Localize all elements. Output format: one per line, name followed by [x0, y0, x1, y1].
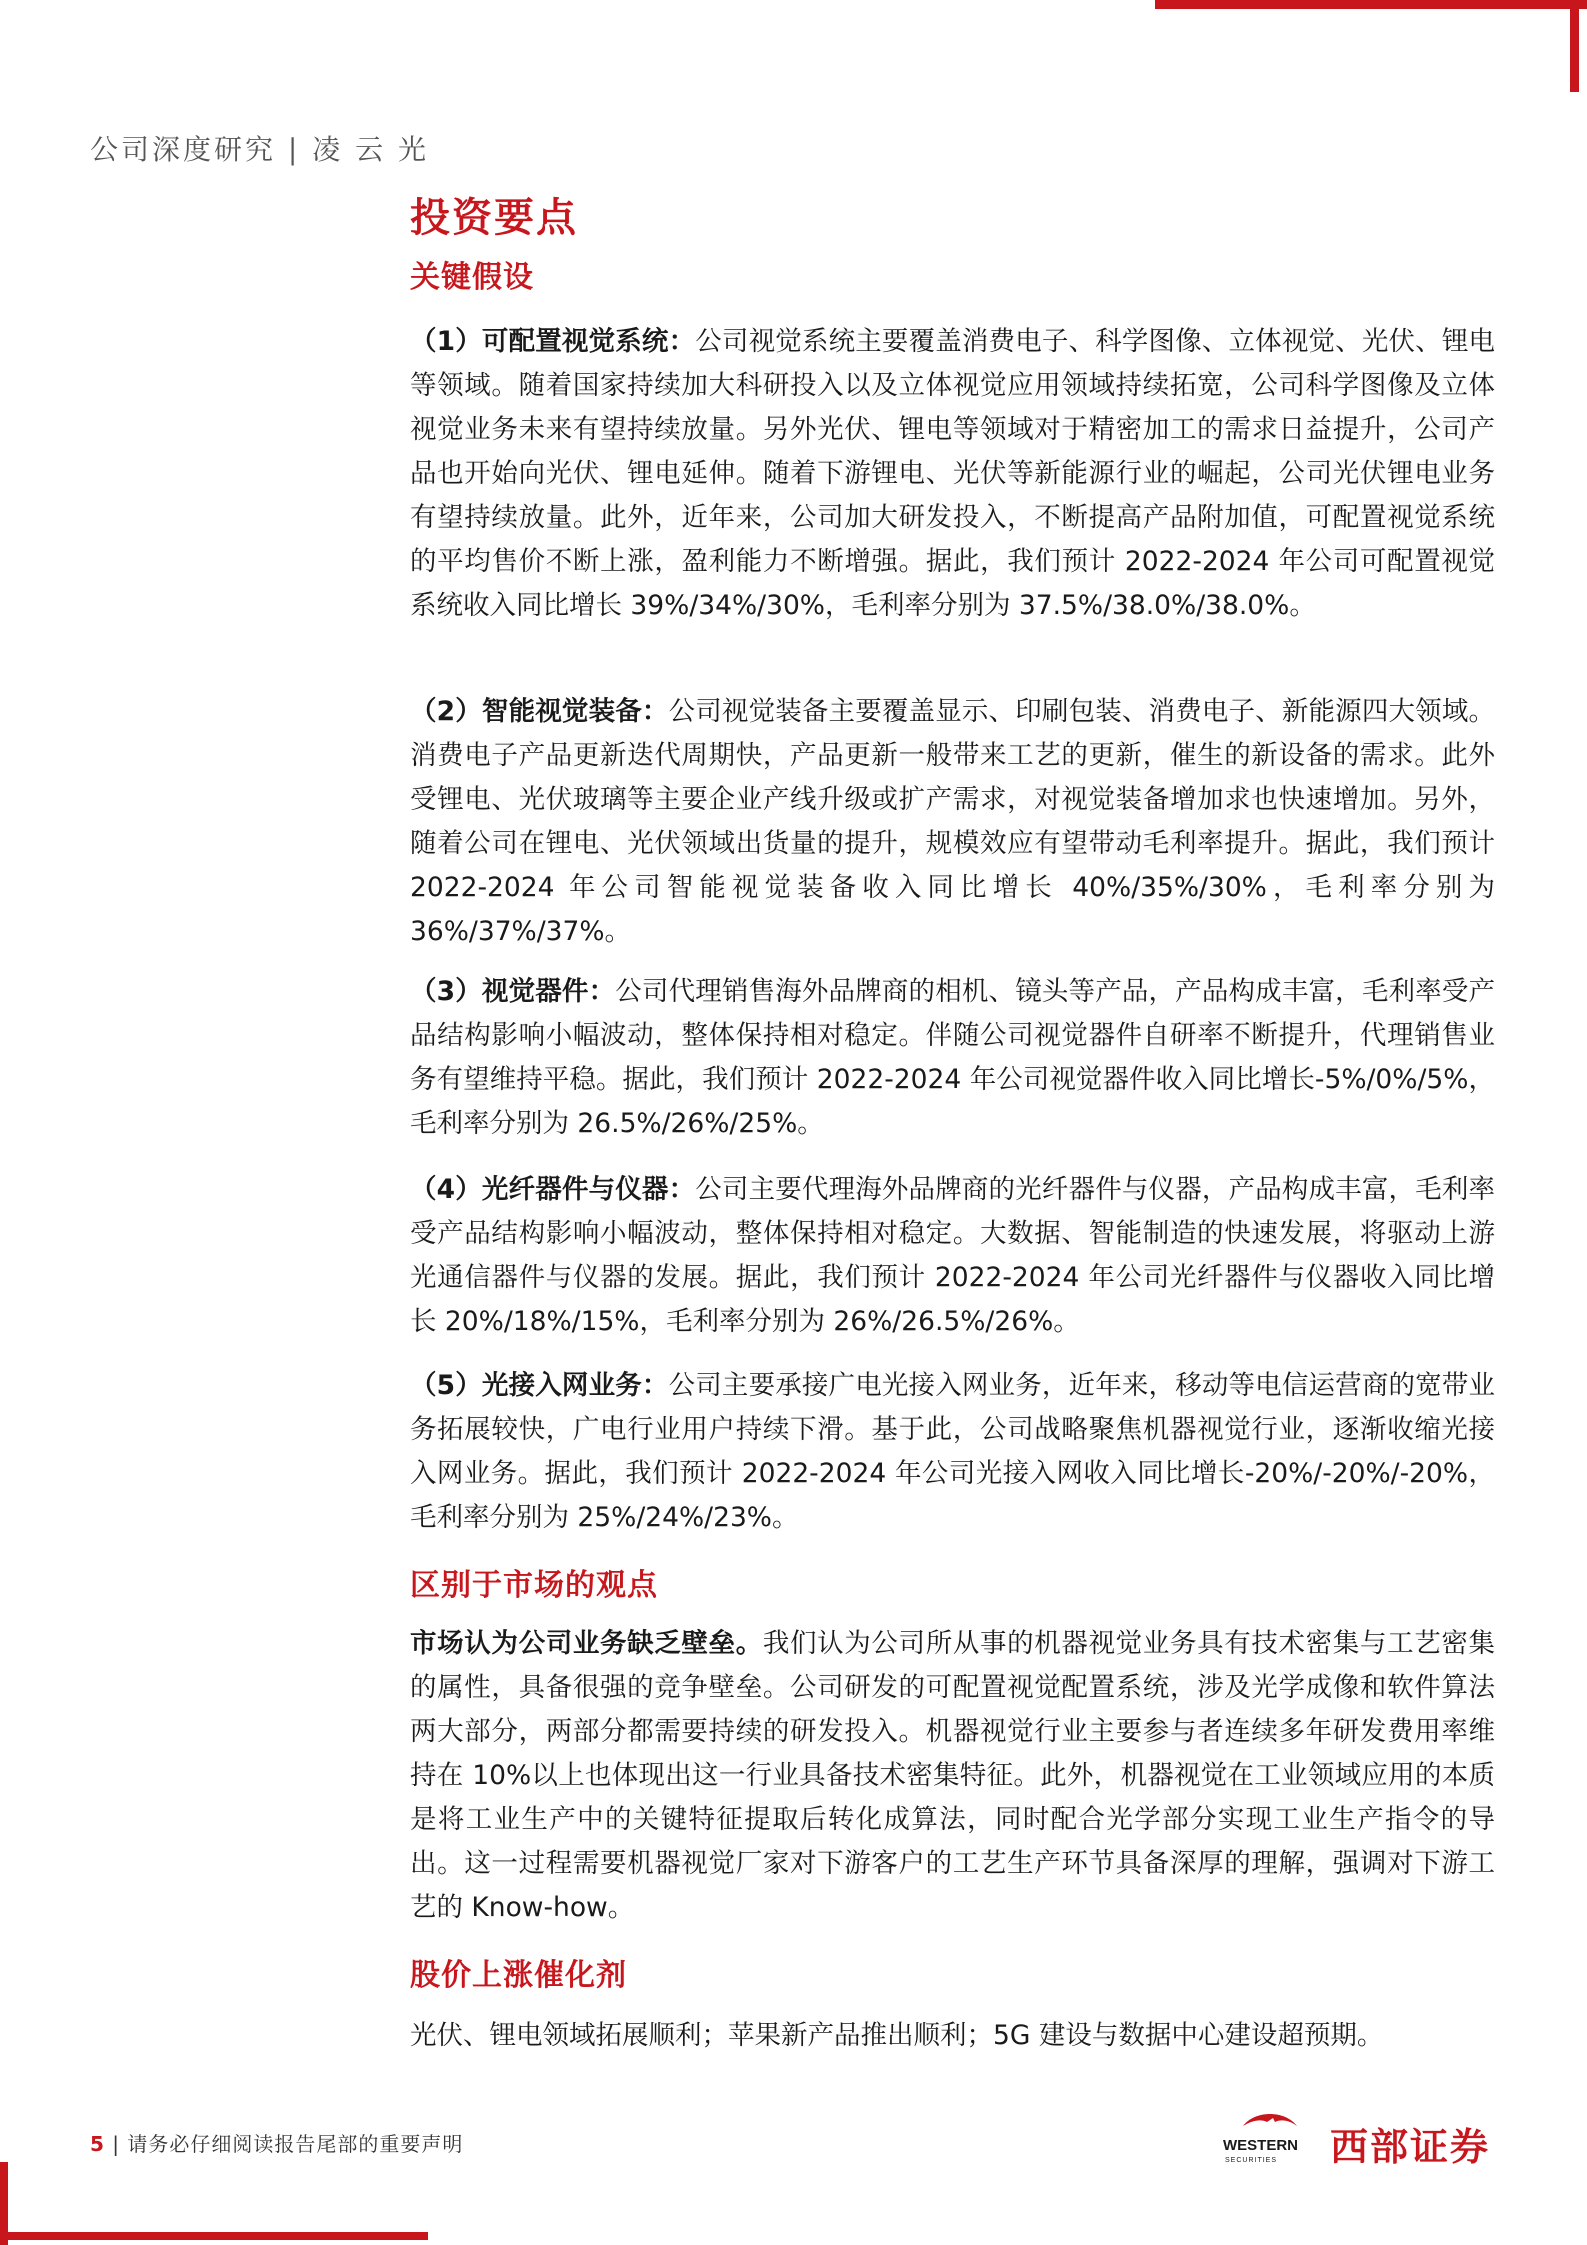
logo-en-sub-text: SECURITIES — [1225, 2157, 1278, 2164]
corner-decoration-bottom — [0, 2232, 428, 2240]
heading-key-assumptions: 关键假设 — [410, 260, 534, 295]
footer-disclaimer: 请务必仔细阅读报告尾部的重要声明 — [127, 2132, 464, 2156]
logo-cn-text: 西部证券 — [1330, 2124, 1491, 2169]
footer-note — [90, 2128, 463, 2157]
assumption-paragraph-5 — [410, 1364, 1495, 1540]
corner-decoration-top-vertical — [1570, 0, 1579, 92]
market-view-paragraph — [410, 1622, 1495, 1930]
page-number: 5 — [90, 2132, 105, 2156]
corner-decoration-top — [1155, 0, 1587, 9]
logo-en-text: WESTERN — [1223, 2137, 1298, 2154]
heading-market-view: 区别于市场的观点 — [410, 1568, 658, 1603]
section-title: 投资要点 — [410, 194, 578, 241]
assumption-text-1: 公司视觉系统主要覆盖消费电子、科学图像、立体视觉、光伏、锂电等领域。随着国家持续加大科研投入以及立体视觉应用领域持续拓宽，公司科学图像及立体视觉业务未来有望持续放量。另外光伏、锂电等领域对于精密加工的需求日益提升，公司产品也开始向光伏、锂电延伸。随着下游锂电、光伏等新能源行业的崛起，公司光伏锂电业务有望持续放量。此外，近年来，公司加大研发投入，不断提高产品附加值，可配置视觉系统的平均售价不断上涨，盈利能力不断增强。据此，我们预计 2022-2024 年公司可配置视觉系统收入同比增长 39%/34%/30%，毛利率分别为 37.5%/38.0%/38.0%。 — [410, 326, 1495, 621]
assumption-lead-2: （2）智能视觉装备： — [410, 696, 669, 727]
catalysts-paragraph: 光伏、锂电领域拓展顺利；苹果新产品推出顺利；5G 建设与数据中心建设超预期。 — [410, 2020, 1384, 2051]
assumption-paragraph-4 — [410, 1168, 1495, 1344]
assumption-lead-3: （3）视觉器件： — [410, 976, 616, 1007]
assumption-text-5: 公司主要承接广电光接入网业务，近年来，移动等电信运营商的宽带业务拓展较快，广电行业用户持续下滑。基于此，公司战略聚焦机器视觉行业，逐渐收缩光接入网业务。据此，我们预计 2022-2024 年公司光接入网收入同比增长-20%/-20%/-20%，毛利率分别为 25%/24%/23%。 — [410, 1370, 1495, 1533]
assumption-lead-5: （5）光接入网业务： — [410, 1370, 669, 1401]
assumption-paragraph-3 — [410, 970, 1495, 1146]
assumption-paragraph-1 — [410, 320, 1495, 628]
market-view-text: 我们认为公司所从事的机器视觉业务具有技术密集与工艺密集的属性，具备很强的竞争壁垒。公司研发的可配置视觉配置系统，涉及光学成像和软件算法两大部分，两部分都需要持续的研发投入。机器视觉行业主要参与者连续多年研发费用率维持在 10%以上也体现出这一行业具备技术密集特征。此外，机器视觉在工业领域应用的本质是将工业生产中的关键特征提取后转化成算法，同时配合光学部分实现工业生产指令的导出。这一过程需要机器视觉厂家对下游客户的工艺生产环节具备深厚的理解，强调对下游工艺的 Know-how。 — [410, 1628, 1496, 1923]
assumption-text-2: 公司视觉装备主要覆盖显示、印刷包装、消费电子、新能源四大领域。消费电子产品更新迭代周期快，产品更新一般带来工艺的更新，催生的新设备的需求。此外受锂电、光伏玻璃等主要企业产线升级或扩产需求，对视觉装备增加求也快速增加。另外，随着公司在锂电、光伏领域出货量的提升，规模效应有望带动毛利率提升。据此，我们预计 2022-2024 年公司智能视觉装备收入同比增长 40%/35%/30%，毛利率分别为 36%/37%/37%。 — [410, 696, 1495, 947]
market-view-lead: 市场认为公司业务缺乏壁垒。 — [410, 1628, 763, 1659]
assumption-text-3: 公司代理销售海外品牌商的相机、镜头等产品，产品构成丰富，毛利率受产品结构影响小幅波动，整体保持相对稳定。伴随公司视觉器件自研率不断提升，代理销售业务有望维持平稳。据此，我们预计 2022-2024 年公司视觉器件收入同比增长-5%/0%/5%，毛利率分别为 26.5%/26%/25%。 — [410, 976, 1495, 1139]
assumption-lead-4: （4）光纤器件与仪器： — [410, 1174, 696, 1205]
running-header: 公司深度研究 | 凌 云 光 — [90, 133, 430, 166]
bull-horns-icon — [1243, 2114, 1297, 2126]
assumption-paragraph-2 — [410, 690, 1495, 954]
assumption-lead-1: （1）可配置视觉系统： — [410, 326, 696, 357]
footer-separator: | — [112, 2132, 121, 2156]
assumption-text-4: 公司主要代理海外品牌商的光纤器件与仪器，产品构成丰富，毛利率受产品结构影响小幅波动，整体保持相对稳定。大数据、智能制造的快速发展，将驱动上游光通信器件与仪器的发展。据此，我们预计 2022-2024 年公司光纤器件与仪器收入同比增长 20%/18%/15%，毛利率分别为 26%/26.5%/26%。 — [410, 1174, 1495, 1337]
heading-catalysts: 股价上涨催化剂 — [410, 1958, 627, 1993]
